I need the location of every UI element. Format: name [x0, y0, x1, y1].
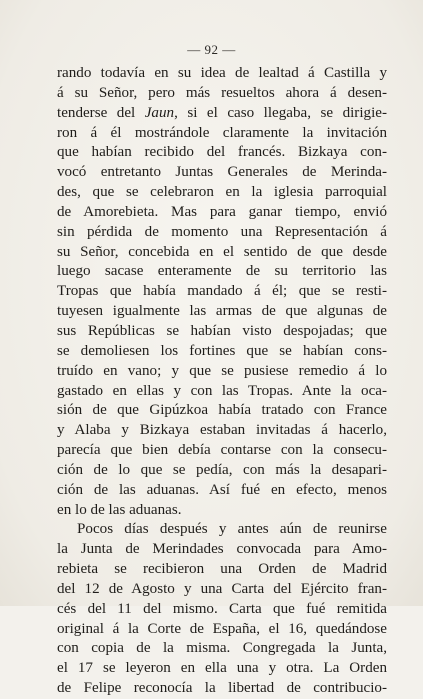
text-line: truído en vano; y que se pusiese remedio á lo: [57, 362, 387, 379]
text-line: rando todavía en su idea de lealtad á Castilla y: [57, 65, 387, 81]
text-line: tenderse del Jaun, si el caso llegaba, se dirigie-: [57, 104, 387, 121]
paragraph-2: [57, 520, 387, 699]
text-line: ción de las aduanas. Así fué en efecto, menos: [57, 481, 387, 498]
emphasized-word: Jaun: [144, 104, 175, 121]
text-line: sus Repúblicas se habían visto despojadas; que: [57, 322, 387, 339]
text-line: ron á él mostrándole claramente la invitación: [57, 124, 387, 141]
text-line: su Señor, concebida en el sentido de que desde: [57, 243, 387, 260]
paragraph-1: [57, 64, 387, 520]
text-line: original á la Corte de España, el 16, quedándose: [57, 620, 387, 637]
text-line: parecía que bien debía contarse con la consecu-: [57, 442, 387, 459]
text-line: des, que se celebraron en la iglesia parroquial: [57, 184, 387, 201]
text-line: de Amorebieta. Mas para ganar tiempo, envió: [57, 203, 387, 220]
text-line: luego sacase enteramente de su territorio las: [57, 263, 387, 280]
body-text: [57, 64, 387, 699]
text-line: Tropas que había mandado á él; que se resti-: [57, 283, 387, 300]
text-line: del 12 de Agosto y una Carta del Ejército fran-: [57, 580, 387, 597]
text-line: Pocos días después y antes aún de reunirse: [77, 521, 387, 538]
text-line: tuyesen igualmente las armas de que algunas de: [57, 303, 387, 320]
text-line: se demoliesen los fortines que se habían cons-: [57, 342, 387, 359]
text-line: y Alaba y Bizkaya estaban invitadas á hacerlo,: [57, 422, 387, 439]
text-line: sión de que Gipúzkoa había tratado con France: [57, 402, 387, 419]
text-line: con copia de la misma. Congregada la Junta,: [57, 640, 387, 657]
text-line: vocó entretanto Juntas Generales de Merinda-: [57, 164, 387, 181]
text-line: rebieta se recibieron una Orden de Madrid: [57, 561, 387, 578]
text-line: en lo de las aduanas.: [57, 501, 182, 518]
text-line: que habían recibido del francés. Bizkaya con-: [57, 144, 387, 161]
page-number: — 92 —: [187, 42, 236, 57]
text-line: gastado en ellas y con las Tropas. Ante la oca-: [57, 382, 387, 399]
text-line: á su Señor, pero más resueltos ahora á desen-: [57, 84, 387, 101]
text-line: el 17 se leyeron en ella una y otra. La Orden: [57, 660, 387, 677]
text-line: ción de lo que se pedía, con más la desapari-: [57, 461, 387, 478]
text-line: de Felipe reconocía la libertad de contribucio-: [57, 680, 387, 697]
text-line: cés del 11 del mismo. Carta que fué remitida: [57, 600, 387, 617]
text-line: la Junta de Merindades convocada para Amo-: [57, 541, 387, 558]
text-line: sin pérdida de momento una Representación á: [57, 223, 387, 240]
